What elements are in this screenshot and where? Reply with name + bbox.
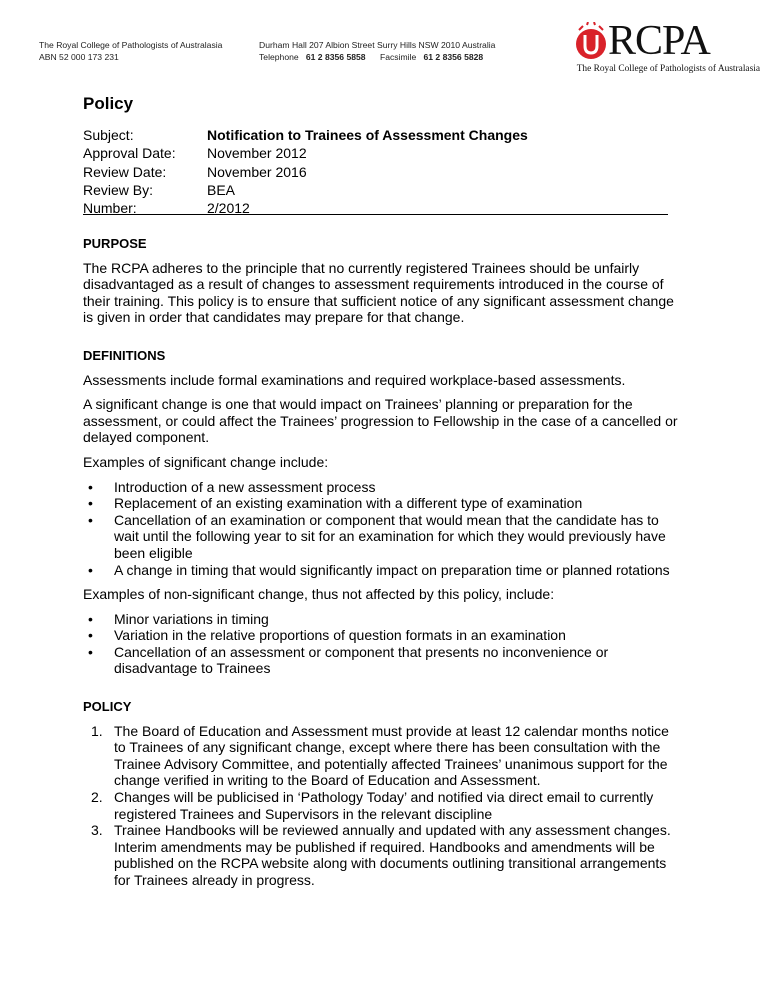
definitions-p1: Assessments include formal examinations and required workplace-based assessments. bbox=[83, 371, 626, 388]
policy-list bbox=[83, 723, 683, 889]
purpose-text: The RCPA adheres to the principle that no currently registered Trainees should be unfairly disadvantaged as a result of changes to assessment requirements introduced in the course of their training. This policy is to ensure that sufficient notice of any significant assessment change is given in order that candidates may prepare for that change. bbox=[83, 259, 674, 326]
definitions-heading: DEFINITIONS bbox=[83, 347, 166, 363]
divider bbox=[83, 214, 668, 215]
telephone-label: Telephone bbox=[259, 51, 299, 62]
page-title: Policy bbox=[83, 94, 134, 113]
bullet-icon: • bbox=[88, 643, 93, 660]
meta-label: Review Date: bbox=[83, 163, 167, 180]
bullet-icon: • bbox=[88, 627, 93, 644]
rcpa-logo bbox=[574, 18, 760, 78]
meta-value: BEA bbox=[207, 181, 236, 198]
facsimile-number: 61 2 8356 5828 bbox=[423, 51, 484, 62]
nonsignificant-change-list bbox=[83, 611, 683, 677]
meta-row-subject bbox=[83, 126, 528, 144]
logo-subtitle: The Royal College of Pathologists of Australasia bbox=[576, 64, 760, 74]
letterhead-org bbox=[39, 40, 222, 63]
list-item: 1. The Board of Education and Assessment must provide at least 12 calendar months notice to Trainees of any significant change, except where there has been consultation with the Trainee Advisory Committee, and potentially affected Trainees’ unanimous support for the change verified in writing to the Board of Education and Assessment. bbox=[91, 722, 669, 789]
facsimile-label: Facsimile bbox=[379, 51, 417, 62]
bullet-icon: • bbox=[88, 495, 93, 512]
definitions-p2: A significant change is one that would impact on Trainees’ planning or preparation for the assessment, or could affect the Trainees’ progression to Fellowship in the case of a cancelled or delayed component. bbox=[83, 396, 678, 446]
meta-row-review-date bbox=[83, 163, 528, 181]
nonsignificant-intro: Examples of non-significant change, thus not affected by this policy, include: bbox=[83, 586, 555, 603]
meta-label: Approval Date: bbox=[83, 145, 176, 162]
meta-value: Notification to Trainees of Assessment Changes bbox=[207, 127, 528, 143]
bullet-icon: • bbox=[88, 610, 93, 627]
list-item: • Introduction of a new assessment process bbox=[88, 478, 376, 495]
bullet-icon: • bbox=[88, 511, 93, 528]
purpose-heading: PURPOSE bbox=[83, 236, 147, 251]
abn: ABN 52 000 173 231 bbox=[39, 51, 119, 62]
list-item: • A change in timing that would significantly impact on preparation time or planned rotations bbox=[88, 561, 670, 578]
letterhead-address bbox=[259, 40, 495, 63]
list-item: 2. Changes will be publicised in ‘Pathology Today’ and notified via direct email to currently registered Trainees and Supervisors in the relevant discipline bbox=[91, 789, 654, 822]
policy-body bbox=[83, 236, 683, 889]
meta-value: November 2016 bbox=[207, 163, 307, 180]
logo-wordmark: RCPA bbox=[608, 18, 710, 64]
list-item: • Variation in the relative proportions of question formats in an examination bbox=[88, 627, 566, 644]
policy-meta bbox=[83, 126, 528, 217]
policy-heading: POLICY bbox=[83, 699, 132, 715]
list-item: • Replacement of an existing examination with a different type of examination bbox=[88, 495, 583, 512]
meta-value: 2/2012 bbox=[207, 200, 250, 217]
meta-label: Review By: bbox=[83, 181, 154, 198]
bullet-icon: • bbox=[88, 561, 93, 578]
org-name: The Royal College of Pathologists of Australasia bbox=[39, 40, 223, 50]
list-item: • Cancellation of an assessment or component that presents no inconvenience or disadvantage to Trainees bbox=[88, 643, 609, 677]
list-item: • Minor variations in timing bbox=[88, 610, 269, 627]
meta-label: Subject: bbox=[83, 127, 134, 143]
meta-row-approval-date bbox=[83, 144, 528, 162]
list-item: • Cancellation of an examination or component that would mean that the candidate has to wait until the following year to sit for an examination for which they would previously have been eligible bbox=[88, 511, 666, 561]
meta-label: Number: bbox=[83, 200, 137, 217]
significant-change-list bbox=[83, 479, 683, 579]
contact-line bbox=[259, 52, 495, 64]
telephone-number: 61 2 8356 5858 bbox=[305, 51, 366, 62]
significant-intro: Examples of significant change include: bbox=[83, 453, 329, 470]
bullet-icon: • bbox=[88, 478, 93, 495]
list-item: 3. Trainee Handbooks will be reviewed annually and updated with any assessment changes. Interim amendments may be published if required. Handbooks and amendments will be published on the RCPA website along with documents outlining transitional arrangements for Trainees already in progress. bbox=[91, 822, 671, 888]
meta-value: November 2012 bbox=[207, 145, 307, 162]
meta-row-review-by bbox=[83, 181, 528, 199]
rcpa-emblem-icon bbox=[574, 22, 608, 64]
street-address: Durham Hall 207 Albion Street Surry Hills NSW 2010 Australia bbox=[259, 40, 496, 50]
